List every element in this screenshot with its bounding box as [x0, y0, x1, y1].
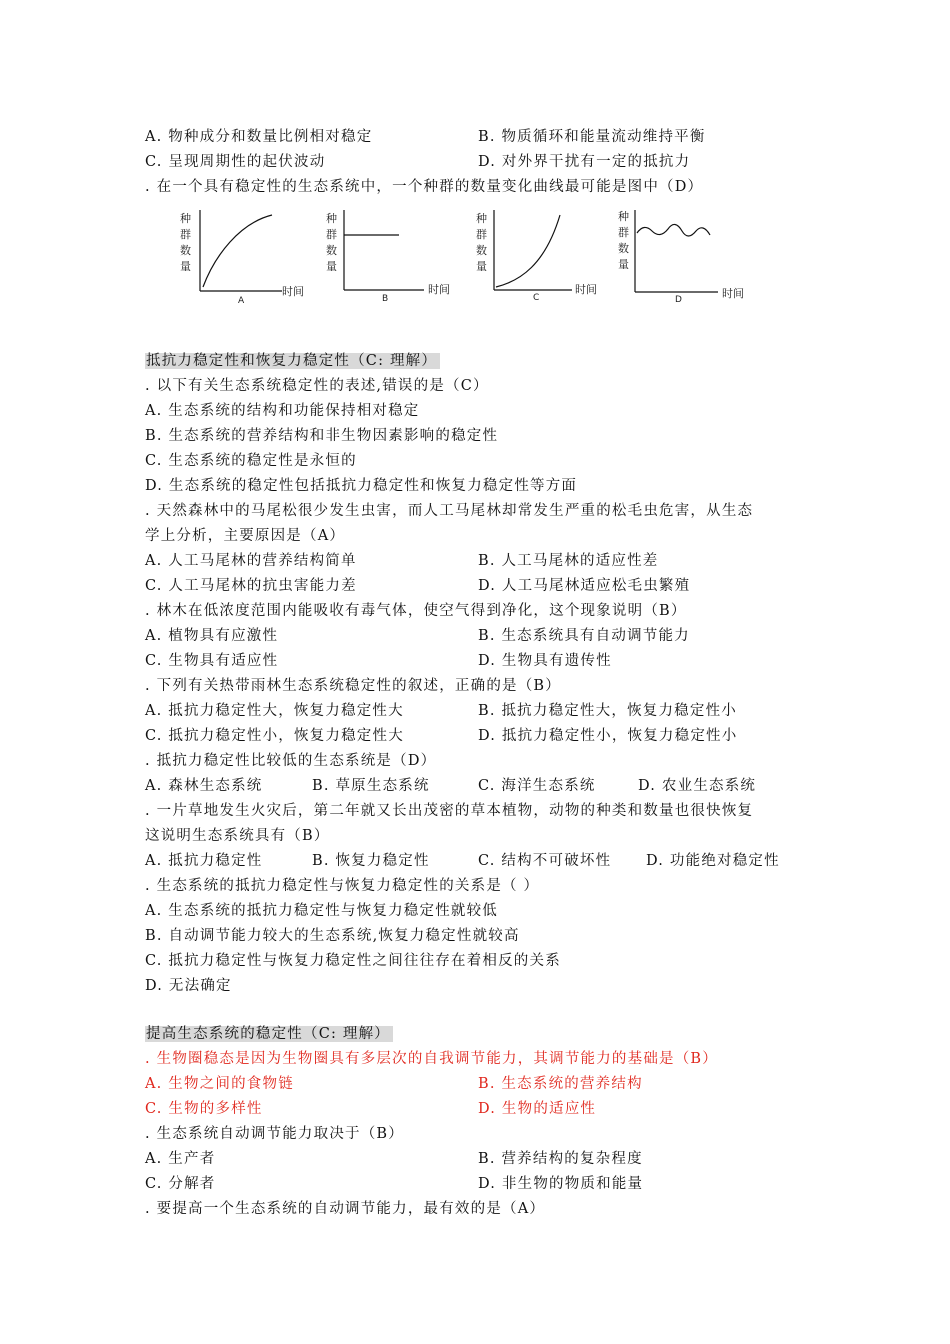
- q10-option-d: D. 非生物的物质和能量: [478, 1176, 644, 1192]
- ylabel-c-2: 群: [476, 228, 487, 241]
- section-heading-1: [145, 350, 440, 372]
- ylabel-d-3: 数: [618, 242, 629, 255]
- xlabel-d: 时间: [722, 287, 744, 300]
- q7-option-b: B. 恢复力稳定性: [312, 853, 430, 869]
- q7-option-c: C. 结构不可破坏性: [478, 853, 612, 869]
- question-3-line-2: 学上分析，主要原因是（A）: [145, 528, 346, 544]
- ylabel-a-2: 群: [180, 228, 191, 241]
- panel-label-a: A: [238, 296, 245, 306]
- q5-option-b: B. 抵抗力稳定性大，恢复力稳定性小: [478, 703, 737, 719]
- q4-option-d: D. 生物具有遗传性: [478, 653, 612, 669]
- ylabel-d-4: 量: [618, 258, 629, 271]
- curve-a: [203, 215, 272, 287]
- q4-option-b: B. 生态系统具有自动调节能力: [478, 628, 690, 644]
- q10-option-a: A. 生产者: [145, 1151, 216, 1167]
- q8-option-b: B. 自动调节能力较大的生态系统,恢复力稳定性就较高: [145, 928, 520, 944]
- ylabel-a-1: 种: [180, 212, 191, 225]
- q2-option-a: A. 生态系统的结构和功能保持相对稳定: [145, 403, 420, 419]
- graph-panel-d: [618, 210, 744, 305]
- xlabel-b: 时间: [428, 283, 450, 296]
- option-b: B. 物质循环和能量流动维持平衡: [478, 129, 706, 145]
- xlabel-a: 时间: [282, 285, 304, 298]
- q3-option-a: A. 人工马尾林的营养结构简单: [145, 553, 357, 569]
- ylabel-b-3: 数: [326, 244, 337, 257]
- q7-option-d: D. 功能绝对稳定性: [646, 853, 780, 869]
- q4-option-a: A. 植物具有应激性: [145, 628, 279, 644]
- panel-label-b: B: [382, 294, 389, 304]
- q2-option-d: D. 生态系统的稳定性包括抵抗力稳定性和恢复力稳定性等方面: [145, 478, 578, 494]
- xlabel-c: 时间: [575, 283, 597, 296]
- ylabel-b-4: 量: [326, 260, 337, 273]
- q8-option-d: D. 无法确定: [145, 978, 232, 994]
- section-heading-2: [145, 1023, 393, 1045]
- q3-option-b: B. 人工马尾林的适应性差: [478, 553, 659, 569]
- panel-label-d: D: [675, 295, 682, 305]
- ylabel-d-2: 群: [618, 226, 629, 239]
- question-3-line-1: . 天然森林中的马尾松很少发生虫害，而人工马尾林却常发生严重的松毛虫危害，从生态: [145, 503, 754, 519]
- ylabel-c-1: 种: [476, 212, 487, 225]
- q9-option-b: B. 生态系统的营养结构: [478, 1076, 643, 1092]
- q2-option-b: B. 生态系统的营养结构和非生物因素影响的稳定性: [145, 428, 499, 444]
- q5-option-d: D. 抵抗力稳定性小，恢复力稳定性小: [478, 728, 738, 744]
- q8-option-c: C. 抵抗力稳定性与恢复力稳定性之间往往存在着相反的关系: [145, 953, 561, 969]
- graph-panel-b: [326, 210, 450, 304]
- section-heading-1-text: 抵抗力稳定性和恢复力稳定性（C: 理解）: [145, 353, 440, 369]
- option-d: D. 对外界干扰有一定的抵抗力: [478, 154, 691, 170]
- q5-option-a: A. 抵抗力稳定性大，恢复力稳定性大: [145, 703, 404, 719]
- ylabel-d-1: 种: [618, 210, 629, 223]
- curve-c: [496, 215, 560, 287]
- curve-d: [637, 224, 710, 236]
- q5-option-c: C. 抵抗力稳定性小，恢复力稳定性大: [145, 728, 404, 744]
- ylabel-c-4: 量: [476, 260, 487, 273]
- q3-option-d: D. 人工马尾林适应松毛虫繁殖: [478, 578, 691, 594]
- question-4: . 林木在低浓度范围内能吸收有毒气体，使空气得到净化，这个现象说明（B）: [145, 603, 687, 619]
- q6-option-d: D. 农业生态系统: [638, 778, 757, 794]
- ylabel-a-4: 量: [180, 260, 191, 273]
- q6-option-b: B. 草原生态系统: [312, 778, 430, 794]
- population-graphs: [170, 205, 770, 310]
- q9-option-a: A. 生物之间的食物链: [145, 1076, 294, 1092]
- ylabel-b-1: 种: [326, 212, 337, 225]
- q8-option-a: A. 生态系统的抵抗力稳定性与恢复力稳定性就较低: [145, 903, 498, 919]
- q4-option-c: C. 生物具有适应性: [145, 653, 279, 669]
- q6-option-a: A. 森林生态系统: [145, 778, 263, 794]
- question-11: . 要提高一个生态系统的自动调节能力，最有效的是（A）: [145, 1201, 546, 1217]
- question-8: . 生态系统的抵抗力稳定性与恢复力稳定性的关系是（ ）: [145, 878, 540, 894]
- section-heading-2-text: 提高生态系统的稳定性（C: 理解）: [145, 1026, 393, 1042]
- question-1: . 在一个具有稳定性的生态系统中，一个种群的数量变化曲线最可能是图中（D）: [145, 179, 704, 195]
- ylabel-b-2: 群: [326, 228, 337, 241]
- graph-panel-c: [476, 210, 597, 303]
- q6-option-c: C. 海洋生态系统: [478, 778, 596, 794]
- q10-option-c: C. 分解者: [145, 1176, 216, 1192]
- option-a: A. 物种成分和数量比例相对稳定: [145, 129, 373, 145]
- q9-option-c: C. 生物的多样性: [145, 1101, 263, 1117]
- question-9: . 生物圈稳态是因为生物圈具有多层次的自我调节能力，其调节能力的基础是（B）: [145, 1051, 718, 1067]
- question-7-line-1: . 一片草地发生火灾后，第二年就又长出茂密的草本植物，动物的种类和数量也很快恢复: [145, 803, 754, 819]
- question-7-line-2: 这说明生态系统具有（B）: [145, 828, 330, 844]
- question-6: . 抵抗力稳定性比较低的生态系统是（D）: [145, 753, 437, 769]
- q3-option-c: C. 人工马尾林的抗虫害能力差: [145, 578, 357, 594]
- q7-option-a: A. 抵抗力稳定性: [145, 853, 263, 869]
- q10-option-b: B. 营养结构的复杂程度: [478, 1151, 643, 1167]
- question-10: . 生态系统自动调节能力取决于（B）: [145, 1126, 404, 1142]
- question-5: . 下列有关热带雨林生态系统稳定性的叙述，正确的是（B）: [145, 678, 561, 694]
- q2-option-c: C. 生态系统的稳定性是永恒的: [145, 453, 357, 469]
- ylabel-c-3: 数: [476, 244, 487, 257]
- q9-option-d: D. 生物的适应性: [478, 1101, 597, 1117]
- ylabel-a-3: 数: [180, 244, 191, 257]
- panel-label-c: C: [533, 293, 540, 303]
- graph-panel-a: [180, 210, 304, 306]
- question-2: . 以下有关生态系统稳定性的表述,错误的是（C）: [145, 378, 489, 394]
- option-c: C. 呈现周期性的起伏波动: [145, 154, 326, 170]
